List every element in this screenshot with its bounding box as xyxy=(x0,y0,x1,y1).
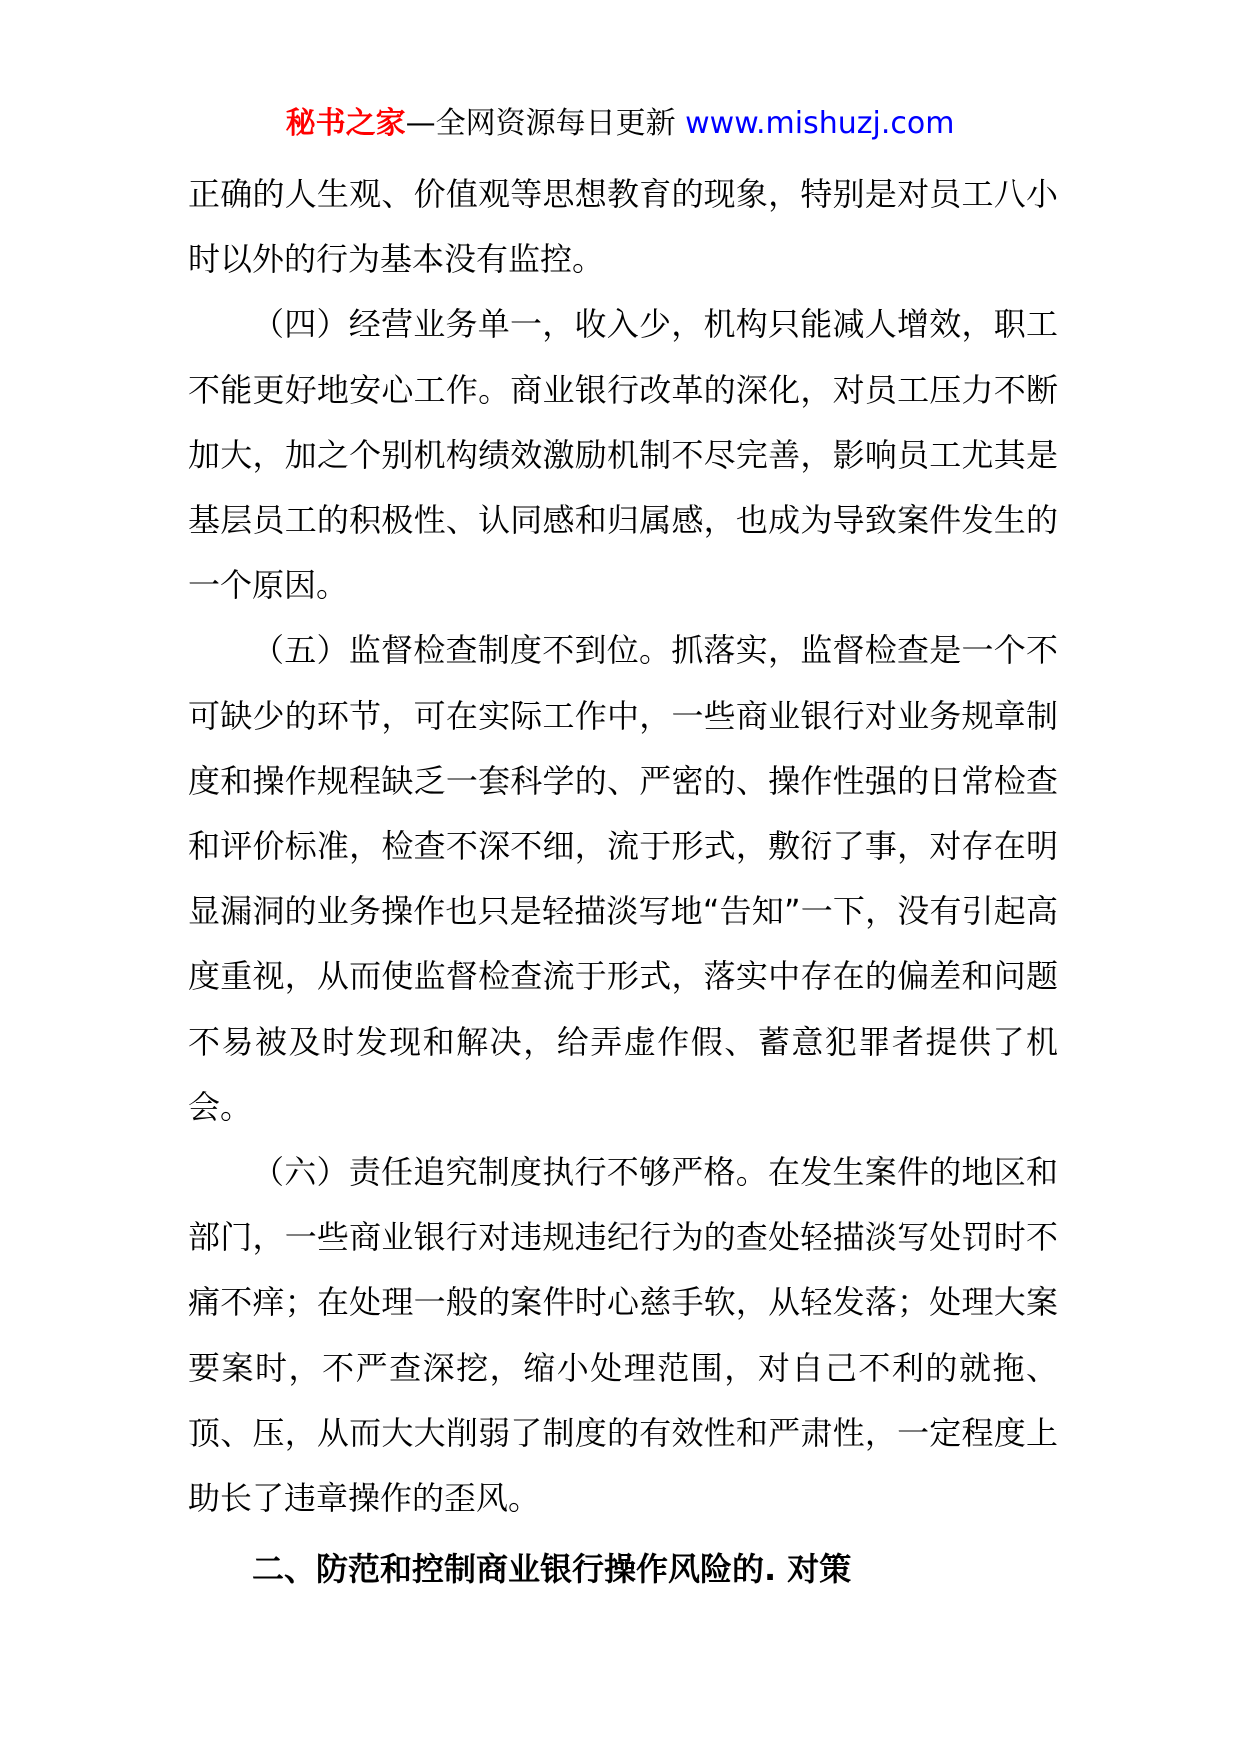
paragraph-item-six: （六）责任追究制度执行不够严格。在发生案件的地区和部门，一些商业银行对违规违纪行为的查处轻描淡写处罚时不痛不痒；在处理一般的案件时心慈手软，从轻发落；处理大案要案时，不严查深挖，缩小处理范围，对自己不利的就拖、顶、压，从而大大削弱了制度的有效性和严肃性，一定程度上助长了违章操作的歪风。 xyxy=(188,1153,1058,1518)
document-body xyxy=(188,162,1058,1602)
header-brand: 秘书之家 xyxy=(285,106,406,141)
header-site-url[interactable]: www.mishuzj.com xyxy=(685,106,955,141)
header-tagline: —全网资源每日更新 xyxy=(405,106,686,141)
section-heading: 二、防范和控制商业银行操作风险的. 对策 xyxy=(252,1550,852,1589)
page-header xyxy=(0,100,1240,148)
paragraph-item-five: （五）监督检查制度不到位。抓落实，监督检查是一个不可缺少的环节，可在实际工作中，一些商业银行对业务规章制度和操作规程缺乏一套科学的、严密的、操作性强的日常检查和评价标准，检查不深不细，流于形式，敷衍了事，对存在明显漏洞的业务操作也只是轻描淡写地“告知”一下，没有引起高度重视，从而使监督检查流于形式，落实中存在的偏差和问题不易被及时发现和解决，给弄虚作假、蓄意犯罪者提供了机会。 xyxy=(188,631,1058,1126)
paragraph-item-four: （四）经营业务单一，收入少，机构只能减人增效，职工不能更好地安心工作。商业银行改革的深化，对员工压力不断加大，加之个别机构绩效激励机制不尽完善，影响员工尤其是基层员工的积极性、认同感和归属感，也成为导致案件发生的一个原因。 xyxy=(188,305,1058,605)
paragraph-continuation: 正确的人生观、价值观等思想教育的现象，特别是对员工八小时以外的行为基本没有监控。 xyxy=(188,175,1058,279)
